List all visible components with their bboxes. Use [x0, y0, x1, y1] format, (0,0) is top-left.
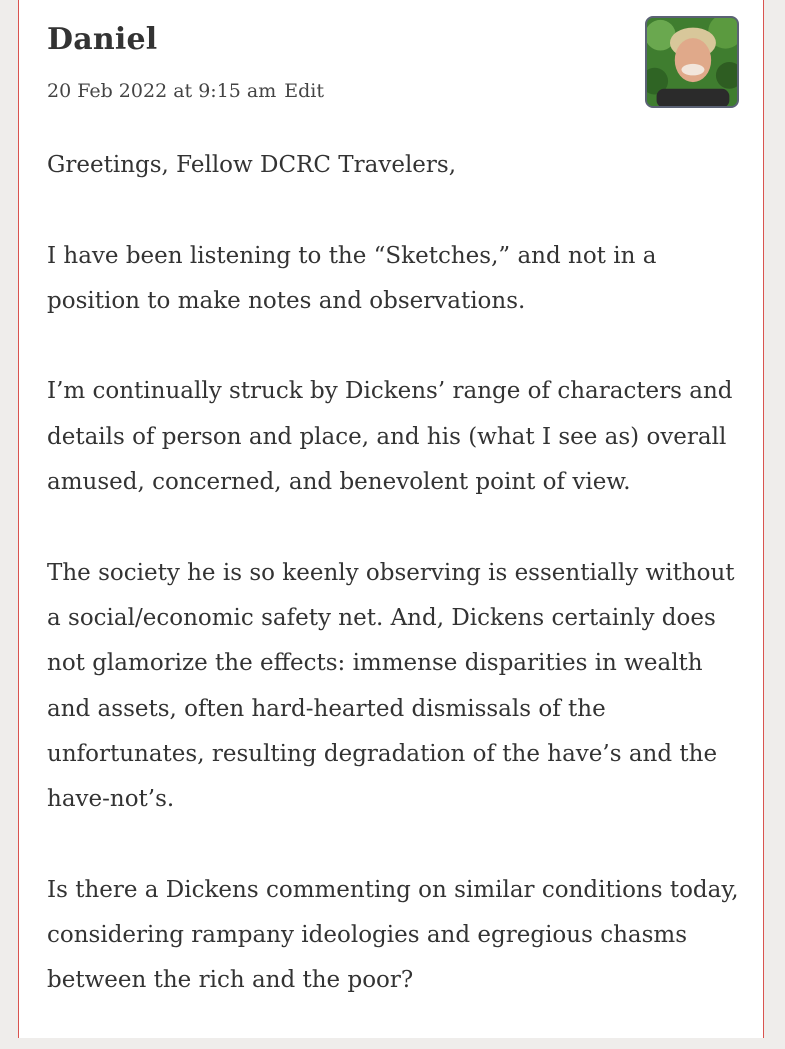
comment-text-line: The society he is so keenly observing is essentially without	[47, 559, 735, 586]
comment-meta	[47, 80, 324, 102]
comment-paragraph	[47, 369, 747, 505]
comment-text-line: unfortunates, resulting degradation of the have’s and the	[47, 740, 718, 767]
comment-text-line: amused, concerned, and benevolent point of view.	[47, 469, 631, 496]
comment-paragraph	[47, 868, 747, 1004]
comment-text-line: I’m continually struck by Dickens’ range of characters and	[47, 378, 733, 405]
comment-text-line: a social/economic safety net. And, Dickens certainly does	[47, 604, 716, 631]
comment-text-line: and assets, often hard-hearted dismissals of the	[47, 695, 606, 722]
comment-paragraph	[47, 551, 747, 823]
author-avatar	[645, 16, 739, 108]
comment-card	[18, 0, 764, 1038]
comment-text-line: details of person and place, and his (what I see as) overall	[47, 423, 727, 450]
comment-paragraph	[47, 143, 747, 188]
user-photo-avatar-icon	[647, 18, 737, 106]
comment-text-line: between the rich and the poor?	[47, 967, 414, 994]
comment-text-line: Is there a Dickens commenting on similar conditions today,	[47, 876, 739, 903]
comment-text-line: position to make notes and observations.	[47, 287, 526, 314]
comment-paragraph	[47, 234, 747, 325]
comment-text-line: have-not’s.	[47, 786, 175, 813]
comment-text-line: I have been listening to the “Sketches,” and not in a	[47, 242, 657, 269]
comment-author-name: Daniel	[47, 22, 158, 57]
comment-text-line: not glamorize the effects: immense disparities in wealth	[47, 650, 703, 677]
comment-date-link[interactable]: 20 Feb 2022 at 9:15 am	[47, 80, 277, 102]
edit-comment-link[interactable]: Edit	[284, 80, 325, 102]
comment-text-line: considering rampany ideologies and egregious chasms	[47, 922, 688, 949]
comment-body	[47, 143, 747, 1049]
comment-text-line: Greetings, Fellow DCRC Travelers,	[47, 152, 457, 178]
